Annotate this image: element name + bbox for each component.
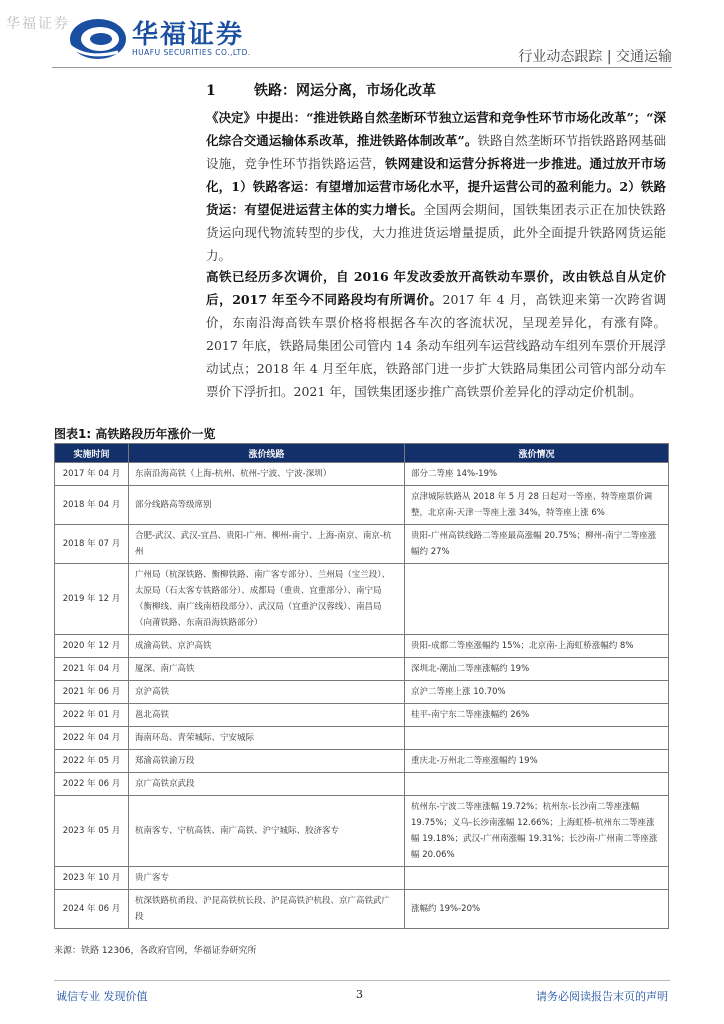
row-detail: 桂平-南宁东二等座涨幅约 26%	[405, 704, 669, 727]
row-detail	[405, 773, 669, 796]
row-line: 成渝高铁、京沪高铁	[129, 635, 405, 658]
para1-bold-2: 铁网建设和运营分拆将进一步推进。通过放开市场化，1）铁路客运：有望增加运营市场化水平，提升运营公司的盈利能力。2）铁路货运：有望促进运营主体的实力增长。	[206, 156, 666, 217]
table-header-row	[55, 444, 669, 463]
watermark: 华福证券	[6, 16, 70, 32]
section-title: 铁路：网运分离，市场化改革	[254, 83, 436, 99]
row-date: 2018 年 04 月	[55, 486, 129, 525]
row-line: 京广高铁京武段	[129, 773, 405, 796]
row-line: 郑渝高铁渝万段	[129, 750, 405, 773]
row-date: 2018 年 07 月	[55, 525, 129, 564]
row-date: 2022 年 01 月	[55, 704, 129, 727]
table-row	[55, 658, 669, 681]
row-date: 2022 年 06 月	[55, 773, 129, 796]
row-date: 2021 年 04 月	[55, 658, 129, 681]
row-detail: 杭州东-宁波二等座涨幅 19.72%；杭州东-长沙南二等座涨幅 19.75%；义乌-长沙南涨幅 12.66%；上海虹桥-杭州东二等座涨幅 19.18%；武汉-广州南涨幅 19.31%；长沙南-广州南二等座涨幅 20.06%	[405, 796, 669, 867]
para1-text-2: 全国两会期间，国铁集团表示正在加快铁路货运向现代物流转型的步伐，大力推进货运增量提质，此外全面提升铁路网货运能力。	[206, 202, 666, 263]
figure-source: 来源：铁路 12306，各政府官网，华福证券研究所	[54, 946, 257, 956]
row-line: 贵广客专	[129, 867, 405, 890]
row-detail	[405, 564, 669, 635]
row-line: 广州局（杭深铁路、衡柳铁路、南广客专部分）、兰州局（宝兰段）、太原局（石太客专铁路部分）、成都局（重贵、宜重部分）、南宁局（衡柳线、南广线南梧段部分）、武汉局（宜重沪汉蓉线）、南昌局（向莆铁路、东南沿海铁路部分）	[129, 564, 405, 635]
table-row	[55, 773, 669, 796]
row-detail	[405, 867, 669, 890]
table-row	[55, 796, 669, 867]
header-detail: 涨价情况	[405, 444, 669, 463]
footer-divider	[54, 980, 670, 981]
page-number: 3	[356, 988, 363, 1001]
para1-bold-1: 《决定》中提出：“推进铁路自然垄断环节独立运营和竞争性环节市场化改革”；“深化综合交通运输体系改革，推进铁路体制改革”。	[206, 110, 666, 148]
footer-slogan: 诚信专业 发现价值	[56, 990, 148, 1003]
header-divider	[52, 67, 672, 68]
row-line: 杭南客专、宁杭高铁、南广高铁、沪宁城际、胶济客专	[129, 796, 405, 867]
row-date: 2017 年 04 月	[55, 463, 129, 486]
table-row	[55, 750, 669, 773]
row-line: 东南沿海高铁（上海-杭州、杭州-宁波、宁波-深圳）	[129, 463, 405, 486]
report-category: 行业动态跟踪 | 交通运输	[518, 49, 672, 65]
logo-swirl-icon	[68, 16, 128, 62]
logo-text-cn: 华福证券	[132, 20, 245, 50]
row-date: 2023 年 10 月	[55, 867, 129, 890]
row-detail: 重庆北-万州北二等座涨幅约 19%	[405, 750, 669, 773]
table-row	[55, 681, 669, 704]
row-date: 2023 年 05 月	[55, 796, 129, 867]
row-detail: 涨幅约 19%-20%	[405, 890, 669, 929]
row-detail: 贵阳-成都二等座涨幅约 15%；北京南-上海虹桥涨幅约 8%	[405, 635, 669, 658]
row-detail: 京沪二等座上涨 10.70%	[405, 681, 669, 704]
price-increase-table	[54, 443, 669, 929]
row-detail: 京津城际铁路从 2018 年 5 月 28 日起对一等座、特等座票价调整，北京南-天津一等座上涨 34%，特等座上涨 6%	[405, 486, 669, 525]
row-date: 2022 年 04 月	[55, 727, 129, 750]
table-row	[55, 635, 669, 658]
row-line: 杭深铁路杭甬段、沪昆高铁杭长段、沪昆高铁沪杭段、京广高铁武广段	[129, 890, 405, 929]
table-row	[55, 463, 669, 486]
para2-bold-1: 高铁已经历多次调价，自 2016 年发改委放开高铁动车票价，改由铁总自从定价后，2017 年至今不同路段均有所调价。	[206, 269, 666, 307]
row-detail: 部分二等座 14%-19%	[405, 463, 669, 486]
table-row	[55, 525, 669, 564]
table-row	[55, 867, 669, 890]
table-row	[55, 486, 669, 525]
table-row	[55, 704, 669, 727]
table-row	[55, 727, 669, 750]
row-date: 2019 年 12 月	[55, 564, 129, 635]
section-number: 1	[206, 83, 216, 99]
company-logo	[68, 14, 268, 64]
row-line: 京沪高铁	[129, 681, 405, 704]
row-detail	[405, 727, 669, 750]
header-line: 涨价线路	[129, 444, 405, 463]
row-line: 合肥-武汉、武汉-宜昌、贵阳-广州、柳州-南宁、上海-南京、南京-杭州	[129, 525, 405, 564]
row-line: 部分线路高等级席别	[129, 486, 405, 525]
row-date: 2022 年 05 月	[55, 750, 129, 773]
footer-disclaimer: 请务必阅读报告末页的声明	[536, 990, 668, 1003]
paragraph-high-speed-pricing	[206, 265, 666, 403]
row-line: 邕北高铁	[129, 704, 405, 727]
row-line: 海南环岛、青荣城际、宁安城际	[129, 727, 405, 750]
row-detail: 深圳北-潮汕二等座涨幅约 19%	[405, 658, 669, 681]
row-detail: 贵阳-广州高铁线路二等座最高涨幅 20.75%；柳州-南宁二等座涨幅约 27%	[405, 525, 669, 564]
figure-title: 图表1: 高铁路段历年涨价一览	[54, 427, 216, 441]
row-date: 2024 年 06 月	[55, 890, 129, 929]
paragraph-railway-reform	[206, 106, 666, 267]
para1-text-1: 铁路自然垄断环节指铁路路网基础设施，竞争性环节指铁路运营，	[206, 133, 666, 171]
row-line: 厦深、南广高铁	[129, 658, 405, 681]
table-row	[55, 890, 669, 929]
table-row	[55, 564, 669, 635]
section-heading	[206, 80, 436, 100]
row-date: 2021 年 06 月	[55, 681, 129, 704]
row-date: 2020 年 12 月	[55, 635, 129, 658]
header-date: 实施时间	[55, 444, 129, 463]
logo-text-en: HUAFU SECURITIES CO.,LTD.	[132, 48, 251, 57]
para2-text-1: 2017 年 4 月，高铁迎来第一次跨省调价，东南沿海高铁车票价格将根据各车次的客流状况，呈现差异化，有涨有降。2017 年底，铁路局集团公司管内 14 条动车组列车运营线路动车组列车票价开展浮动试点；2018 年 4 月至年底，铁路部门进一步扩大铁路局集团公司管内部分动车票价下浮折扣。2021 年，国铁集团逐步推广高铁票价差异化的浮动定价机制。	[206, 292, 666, 399]
